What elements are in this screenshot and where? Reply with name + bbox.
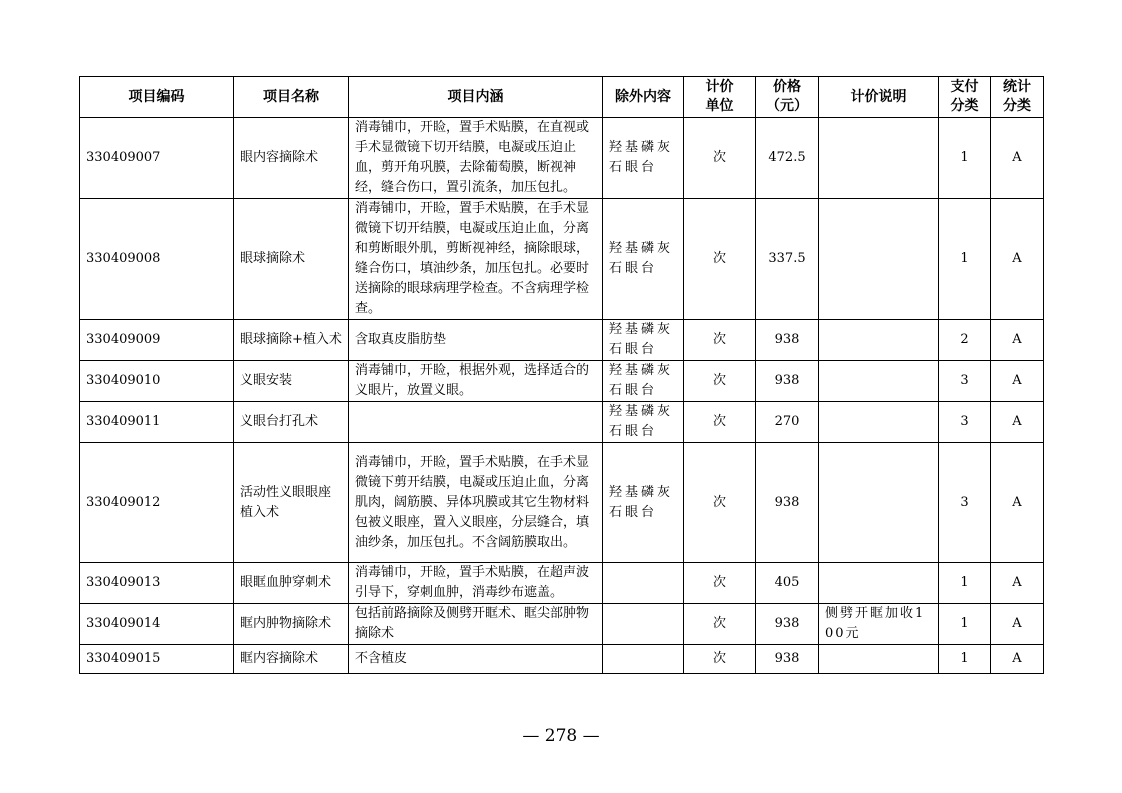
cell-price: 938 <box>756 361 819 402</box>
cell-code: 330409009 <box>80 320 234 361</box>
table-row <box>80 443 1044 563</box>
cell-content: 不含植皮 <box>349 645 603 674</box>
cell-excluded: 羟基磷灰石眼台 <box>603 199 684 320</box>
cell-name: 眶内容摘除术 <box>234 645 349 674</box>
cell-stat-category: A <box>991 361 1044 402</box>
cell-excluded: 羟基磷灰石眼台 <box>603 118 684 199</box>
cell-unit: 次 <box>684 118 756 199</box>
cell-price: 938 <box>756 645 819 674</box>
table-header-row <box>80 77 1044 118</box>
cell-pay-category: 3 <box>939 443 991 563</box>
cell-note <box>819 443 939 563</box>
cell-stat-category: A <box>991 199 1044 320</box>
cell-price: 472.5 <box>756 118 819 199</box>
header-price: 价格 （元） <box>756 77 819 118</box>
table-row <box>80 118 1044 199</box>
cell-name: 眼球摘除+植入术 <box>234 320 349 361</box>
cell-unit: 次 <box>684 361 756 402</box>
header-excluded: 除外内容 <box>603 77 684 118</box>
cell-pay-category: 1 <box>939 604 991 645</box>
cell-stat-category: A <box>991 118 1044 199</box>
table-row <box>80 645 1044 674</box>
cell-code: 330409007 <box>80 118 234 199</box>
cell-pay-category: 1 <box>939 645 991 674</box>
cell-pay-category: 1 <box>939 118 991 199</box>
cell-name: 眼眶血肿穿刺术 <box>234 563 349 604</box>
cell-price: 938 <box>756 320 819 361</box>
header-stat-category: 统计 分类 <box>991 77 1044 118</box>
cell-code: 330409012 <box>80 443 234 563</box>
cell-unit: 次 <box>684 402 756 443</box>
cell-name: 眼内容摘除术 <box>234 118 349 199</box>
cell-unit: 次 <box>684 320 756 361</box>
cell-price: 337.5 <box>756 199 819 320</box>
cell-note <box>819 118 939 199</box>
table-row <box>80 199 1044 320</box>
cell-code: 330409014 <box>80 604 234 645</box>
cell-content <box>349 402 603 443</box>
header-content: 项目内涵 <box>349 77 603 118</box>
cell-name: 义眼安装 <box>234 361 349 402</box>
cell-content: 消毒铺巾，开睑，根据外观，选择适合的义眼片，放置义眼。 <box>349 361 603 402</box>
cell-unit: 次 <box>684 563 756 604</box>
table-row <box>80 402 1044 443</box>
cell-content: 包括前路摘除及侧劈开眶术、眶尖部肿物摘除术 <box>349 604 603 645</box>
table-row <box>80 361 1044 402</box>
cell-name: 眶内肿物摘除术 <box>234 604 349 645</box>
cell-unit: 次 <box>684 443 756 563</box>
cell-unit: 次 <box>684 604 756 645</box>
table-row <box>80 604 1044 645</box>
cell-code: 330409011 <box>80 402 234 443</box>
cell-content: 消毒铺巾，开睑，置手术贴膜，在超声波引导下，穿刺血肿，消毒纱布遮盖。 <box>349 563 603 604</box>
cell-unit: 次 <box>684 199 756 320</box>
cell-price: 270 <box>756 402 819 443</box>
cell-name: 义眼台打孔术 <box>234 402 349 443</box>
cell-excluded <box>603 604 684 645</box>
cell-excluded <box>603 563 684 604</box>
cell-note <box>819 199 939 320</box>
cell-content: 消毒铺巾，开睑，置手术贴膜，在手术显微镜下剪开结膜，电凝或压迫止血，分离肌肉，阔筋膜、异体巩膜或其它生物材料包被义眼座，置入义眼座，分层缝合，填油纱条，加压包扎。不含阔筋膜取出。 <box>349 443 603 563</box>
cell-name: 眼球摘除术 <box>234 199 349 320</box>
cell-pay-category: 1 <box>939 563 991 604</box>
cell-code: 330409013 <box>80 563 234 604</box>
pricing-table <box>79 76 1044 674</box>
cell-stat-category: A <box>991 443 1044 563</box>
cell-excluded: 羟基磷灰石眼台 <box>603 361 684 402</box>
cell-note: 侧劈开眶加收100元 <box>819 604 939 645</box>
cell-pay-category: 3 <box>939 402 991 443</box>
cell-pay-category: 2 <box>939 320 991 361</box>
cell-pay-category: 3 <box>939 361 991 402</box>
cell-stat-category: A <box>991 320 1044 361</box>
cell-price: 405 <box>756 563 819 604</box>
cell-content: 消毒铺巾，开睑，置手术贴膜，在直视或手术显微镜下切开结膜，电凝或压迫止血，剪开角巩膜，去除葡萄膜，断视神经，缝合伤口，置引流条，加压包扎。 <box>349 118 603 199</box>
cell-stat-category: A <box>991 402 1044 443</box>
header-code: 项目编码 <box>80 77 234 118</box>
cell-excluded: 羟基磷灰石眼台 <box>603 320 684 361</box>
header-pay-category: 支付 分类 <box>939 77 991 118</box>
cell-excluded: 羟基磷灰石眼台 <box>603 443 684 563</box>
cell-price: 938 <box>756 443 819 563</box>
cell-content: 含取真皮脂肪垫 <box>349 320 603 361</box>
cell-excluded: 羟基磷灰石眼台 <box>603 402 684 443</box>
page-number: — 278 — <box>522 726 600 746</box>
cell-content: 消毒铺巾，开睑，置手术贴膜，在手术显微镜下切开结膜，电凝或压迫止血，分离和剪断眼外肌，剪断视神经，摘除眼球，缝合伤口，填油纱条，加压包扎。必要时送摘除的眼球病理学检查。不含病理学检查。 <box>349 199 603 320</box>
table-row <box>80 563 1044 604</box>
header-pricing-note: 计价说明 <box>819 77 939 118</box>
cell-stat-category: A <box>991 645 1044 674</box>
cell-pay-category: 1 <box>939 199 991 320</box>
cell-code: 330409010 <box>80 361 234 402</box>
header-name: 项目名称 <box>234 77 349 118</box>
header-unit: 计价 单位 <box>684 77 756 118</box>
cell-code: 330409015 <box>80 645 234 674</box>
cell-unit: 次 <box>684 645 756 674</box>
cell-note <box>819 361 939 402</box>
cell-name: 活动性义眼眼座植入术 <box>234 443 349 563</box>
cell-note <box>819 563 939 604</box>
cell-excluded <box>603 645 684 674</box>
cell-note <box>819 645 939 674</box>
cell-note <box>819 320 939 361</box>
cell-code: 330409008 <box>80 199 234 320</box>
cell-note <box>819 402 939 443</box>
cell-stat-category: A <box>991 604 1044 645</box>
table-row <box>80 320 1044 361</box>
cell-price: 938 <box>756 604 819 645</box>
cell-stat-category: A <box>991 563 1044 604</box>
